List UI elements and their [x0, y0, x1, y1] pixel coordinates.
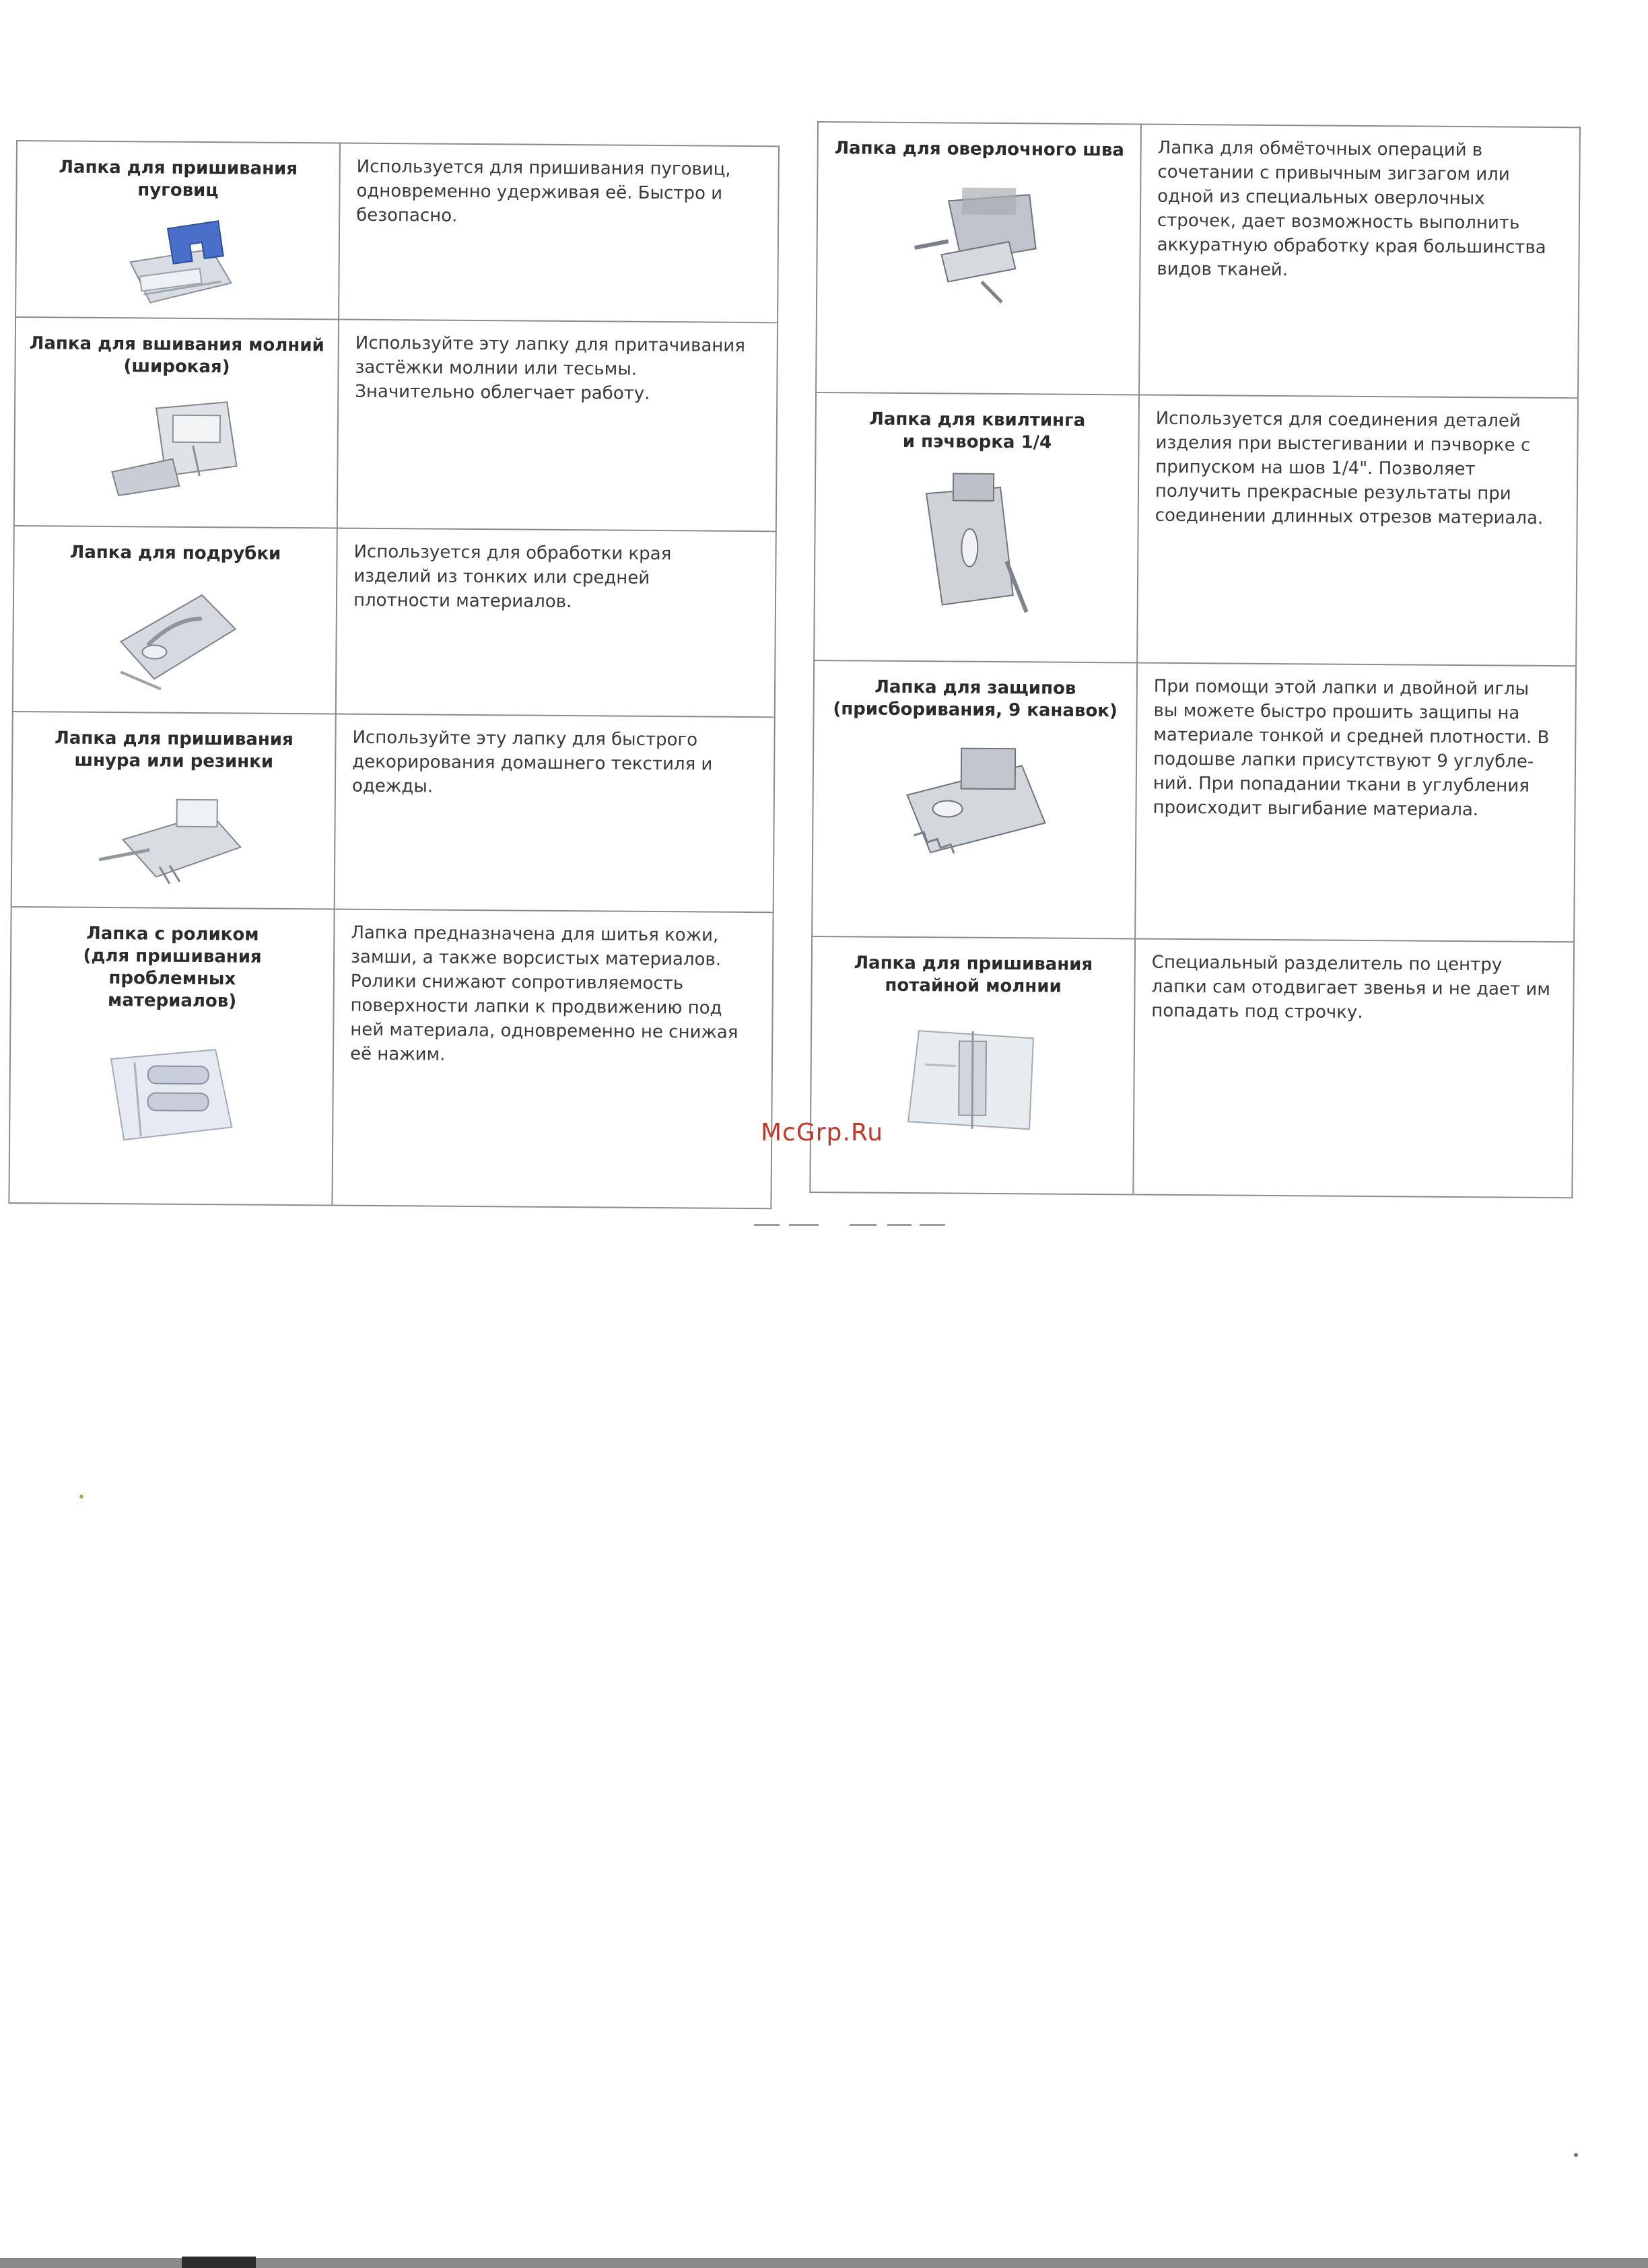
table-row — [9, 907, 773, 1208]
foot-description: Лапка предназначена для шитья кожи, замши, а также ворсистых материалов. Ролики снижают сопротивляемость поверхности лапки к продвижению под ней материала, одновременно не снижая её нажим. — [349, 922, 739, 1065]
foot-description: Специальный разделитель по центру лапки сам отодвигает звенья и не дает им попадать под строчку. — [1151, 952, 1550, 1023]
foot-description: Используется для обработки края изделий из тонких или средней плотности материалов. — [353, 541, 672, 613]
table-row — [816, 122, 1580, 398]
overlock-foot-icon — [901, 174, 1056, 310]
table-row — [11, 712, 775, 912]
foot-name: Лапка для защипов (присборивания, 9 канавок) — [833, 677, 1118, 722]
foot-name: Лапка для пришивания потайной молнии — [854, 953, 1093, 997]
table-row — [14, 317, 778, 531]
table-row — [810, 936, 1574, 1198]
left-foot-table — [8, 140, 780, 1209]
roller-foot-icon — [94, 1025, 249, 1155]
button-foot-icon — [103, 215, 252, 317]
scan-dash — [920, 1224, 945, 1226]
cording-foot-icon — [96, 786, 251, 888]
right-foot-table — [809, 121, 1581, 1198]
scan-dash — [887, 1224, 912, 1226]
pintuck-foot-icon — [893, 734, 1056, 864]
scan-edge-mark — [182, 2257, 256, 2268]
scan-speck — [1574, 2153, 1578, 2157]
foot-name: Лапка для оверлочного шва — [834, 138, 1124, 161]
foot-name: Лапка с роликом (для пришивания проблемных материалов) — [83, 923, 262, 1012]
foot-name: Лапка для подрубки — [69, 542, 281, 564]
table-row — [812, 660, 1576, 942]
foot-description: Используется для пришивания пуговиц, одновременно удерживая её. Быстро и безопасно. — [356, 156, 731, 226]
foot-description: При помощи этой лапки и двойной иглы вы можете быстро прошить защипы на материале тонкой и средней плотности. В подошве лапки присутствуют 9 углубле- ний. При попадании ткани в углубления происходит выгибание материала. — [1153, 676, 1550, 821]
foot-name: Лапка для вшивания молний (широкая) — [29, 333, 324, 378]
table-row — [814, 392, 1578, 666]
quilting-foot-icon — [905, 467, 1048, 623]
scan-dash — [754, 1224, 780, 1226]
zipper-foot-icon — [98, 391, 254, 504]
foot-description: Используется для соединения деталей изделия при выстегивании и пэчворке с припуском на шов 1/4". Позволяет получить прекрасные результаты при соединении длинных отрезов материала. — [1155, 408, 1544, 528]
scan-dash — [789, 1224, 819, 1226]
foot-name: Лапка для пришивания шнура или резинки — [55, 728, 294, 772]
foot-description: Используйте эту лапку для притачивания застёжки молнии или тесьмы. Значительно облегчает работу. — [355, 333, 746, 404]
invisible-zipper-foot-icon — [891, 1010, 1054, 1140]
foot-name: Лапка для пришивания пуговиц — [59, 157, 298, 201]
foot-description: Используйте эту лапку для быстрого декорирования домашнего текстиля и одежды. — [351, 727, 713, 797]
table-row — [15, 141, 779, 322]
scan-dash — [850, 1224, 877, 1226]
hemmer-foot-icon — [100, 578, 249, 693]
foot-name: Лапка для квилтинга и пэчворка 1/4 — [869, 409, 1086, 453]
table-row — [13, 526, 776, 717]
scan-speck — [79, 1494, 83, 1499]
watermark: McGrp.Ru — [761, 1119, 884, 1146]
foot-description: Лапка для обмёточных операций в сочетании с привычным зигзагом или одной из специальных оверлочных строчек, дает возможность выполнить аккуратную обработку края большинства видов тканей. — [1157, 137, 1546, 281]
